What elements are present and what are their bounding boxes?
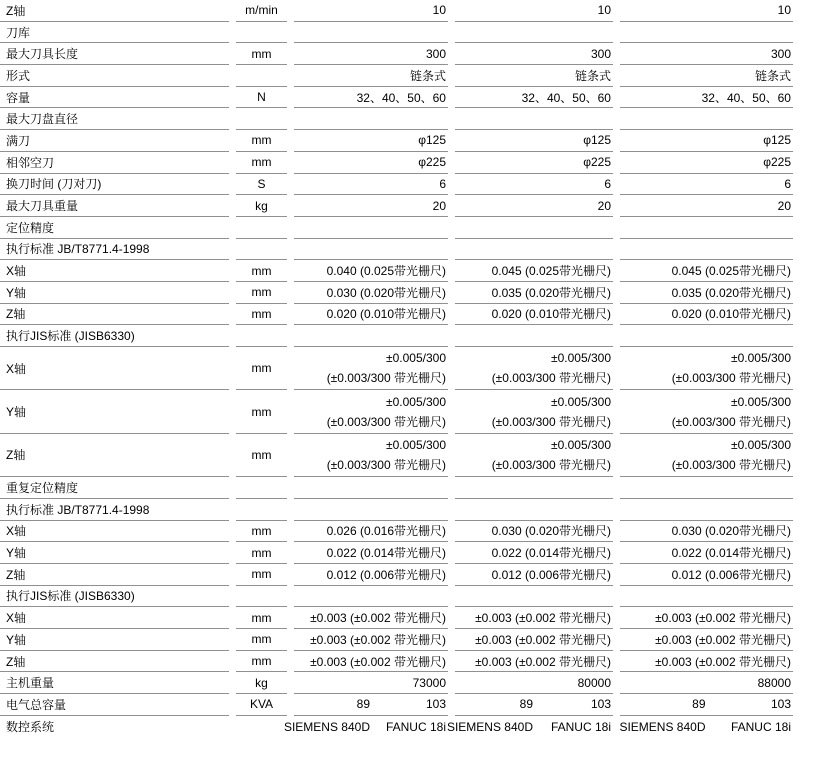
spec-value-sub: SIEMENS 840D — [446, 719, 533, 734]
spec-value-sub: 89 — [519, 697, 533, 712]
spec-value-line: (±0.003/300 带光栅尺) — [491, 414, 611, 429]
spec-value-cell — [620, 716, 793, 738]
spec-value-cell — [620, 239, 793, 261]
spec-value-cell: 0.020 (0.010带光栅尺) — [620, 304, 793, 326]
spec-label-cell: 定位精度 — [0, 217, 229, 239]
spec-value-cell: 20 — [294, 195, 448, 217]
spec-value-cell: φ125 — [455, 130, 613, 152]
spec-unit-cell: mm — [236, 390, 287, 433]
spec-label-cell: 重复定位精度 — [0, 477, 229, 499]
spec-label-cell: 执行JIS标准 (JISB6330) — [0, 325, 229, 347]
spec-label-cell: 执行标准 JB/T8771.4-1998 — [0, 499, 229, 521]
spec-unit-cell: mm — [236, 304, 287, 326]
spec-value-cell: ±0.003 (±0.002 带光栅尺) — [455, 629, 613, 651]
spec-label-cell: 电气总容量 — [0, 694, 229, 716]
spec-value-line: ±0.005/300 — [731, 437, 791, 452]
spec-value-cell: 0.020 (0.010带光栅尺) — [455, 304, 613, 326]
spec-value-line: (±0.003/300 带光栅尺) — [326, 414, 446, 429]
spec-value-cell — [294, 586, 448, 608]
spec-unit-cell: N — [236, 87, 287, 109]
spec-value-cell — [455, 239, 613, 261]
table-row — [0, 282, 837, 304]
spec-unit-cell: mm — [236, 629, 287, 651]
spec-value-line: ±0.005/300 — [386, 394, 446, 409]
spec-unit-cell — [236, 477, 287, 499]
spec-unit-cell: mm — [236, 434, 287, 477]
spec-value-cell: 0.026 (0.016带光栅尺) — [294, 521, 448, 543]
spec-value-cell: 0.030 (0.020带光栅尺) — [294, 282, 448, 304]
spec-value-line: ±0.005/300 — [551, 351, 611, 366]
spec-unit-cell — [236, 108, 287, 130]
spec-unit-cell: mm — [236, 43, 287, 65]
section-row — [0, 325, 837, 347]
spec-value-cell — [294, 499, 448, 521]
spec-value-cell — [446, 716, 613, 738]
spec-unit-cell: kg — [236, 672, 287, 694]
table-row — [0, 672, 837, 694]
spec-label-cell: 容量 — [0, 87, 229, 109]
table-row — [0, 0, 837, 22]
spec-value-cell: φ125 — [294, 130, 448, 152]
spec-value-cell — [455, 325, 613, 347]
spec-label-cell: X轴 — [0, 521, 229, 543]
spec-value-sub: FANUC 18i — [730, 719, 791, 734]
spec-value-cell — [455, 694, 613, 716]
section-row — [0, 239, 837, 261]
table-row — [0, 390, 837, 433]
spec-value-cell: 0.020 (0.010带光栅尺) — [294, 304, 448, 326]
spec-value-cell: ±0.003 (±0.002 带光栅尺) — [455, 651, 613, 673]
spec-value-cell: φ225 — [455, 152, 613, 174]
spec-value-line: (±0.003/300 带光栅尺) — [491, 457, 611, 472]
table-row — [0, 716, 837, 738]
spec-value-cell: 0.035 (0.020带光栅尺) — [620, 282, 793, 304]
spec-unit-cell — [236, 217, 287, 239]
spec-value-cell: 6 — [294, 174, 448, 196]
spec-value-sub: 89 — [692, 697, 706, 712]
spec-value-cell: 链条式 — [455, 65, 613, 87]
table-row — [0, 694, 837, 716]
spec-value-cell: φ225 — [620, 152, 793, 174]
spec-label-cell: 执行标准 JB/T8771.4-1998 — [0, 239, 229, 261]
spec-label-cell: Z轴 — [0, 304, 229, 326]
table-row — [0, 195, 837, 217]
spec-value-line: ±0.005/300 — [731, 351, 791, 366]
spec-label-cell: 相邻空刀 — [0, 152, 229, 174]
spec-value-cell — [620, 390, 793, 433]
spec-value-cell: 0.012 (0.006带光栅尺) — [455, 564, 613, 586]
spec-value-cell: 0.030 (0.020带光栅尺) — [620, 521, 793, 543]
spec-value-cell: 0.012 (0.006带光栅尺) — [294, 564, 448, 586]
spec-label-cell: 最大刀具重量 — [0, 195, 229, 217]
spec-value-cell — [620, 499, 793, 521]
section-row — [0, 477, 837, 499]
spec-unit-cell: mm — [236, 607, 287, 629]
table-row — [0, 304, 837, 326]
spec-value-cell: 32、40、50、60 — [620, 87, 793, 109]
spec-value-cell — [620, 22, 793, 44]
table-row — [0, 65, 837, 87]
spec-value-cell — [283, 716, 448, 738]
spec-unit-cell: mm — [236, 521, 287, 543]
spec-unit-cell — [236, 65, 287, 87]
spec-value-cell — [294, 434, 448, 477]
spec-unit-cell: mm — [236, 130, 287, 152]
spec-value-sub: FANUC 18i — [550, 719, 611, 734]
spec-value-line: (±0.003/300 带光栅尺) — [671, 414, 791, 429]
spec-label-cell: 数控系统 — [6, 720, 55, 735]
spec-value-cell — [455, 390, 613, 433]
spec-value-cell: 10 — [620, 0, 793, 22]
spec-unit-cell: mm — [236, 347, 287, 390]
spec-value-sub: FANUC 18i — [385, 719, 446, 734]
spec-value-cell — [294, 325, 448, 347]
spec-value-cell: 0.040 (0.025带光栅尺) — [294, 260, 448, 282]
spec-value-sub: 103 — [425, 697, 446, 712]
spec-label-cell: Y轴 — [0, 390, 229, 433]
spec-value-cell: 73000 — [294, 672, 448, 694]
spec-label-cell: Z轴 — [0, 434, 229, 477]
spec-value-cell — [294, 347, 448, 390]
table-row — [0, 174, 837, 196]
spec-value-cell — [455, 434, 613, 477]
spec-value-cell: ±0.003 (±0.002 带光栅尺) — [620, 607, 793, 629]
spec-label-cell: 形式 — [0, 65, 229, 87]
spec-value-cell: 0.012 (0.006带光栅尺) — [620, 564, 793, 586]
spec-value-cell: 0.035 (0.020带光栅尺) — [455, 282, 613, 304]
spec-value-cell: ±0.003 (±0.002 带光栅尺) — [620, 651, 793, 673]
spec-value-cell: 0.030 (0.020带光栅尺) — [455, 521, 613, 543]
spec-value-cell: 300 — [294, 43, 448, 65]
spec-value-cell — [294, 217, 448, 239]
spec-value-line: (±0.003/300 带光栅尺) — [671, 457, 791, 472]
spec-label-cell: Y轴 — [0, 282, 229, 304]
spec-value-cell: 32、40、50、60 — [455, 87, 613, 109]
spec-value-cell — [294, 477, 448, 499]
spec-value-cell: ±0.003 (±0.002 带光栅尺) — [294, 607, 448, 629]
section-row — [0, 22, 837, 44]
table-row — [0, 607, 837, 629]
spec-value-cell: φ225 — [294, 152, 448, 174]
table-row — [0, 434, 837, 477]
spec-value-line: ±0.005/300 — [386, 351, 446, 366]
spec-label-cell: Y轴 — [0, 542, 229, 564]
section-row — [0, 217, 837, 239]
spec-value-cell — [620, 325, 793, 347]
spec-unit-cell: kg — [236, 195, 287, 217]
spec-unit-cell — [236, 325, 287, 347]
spec-value-cell — [455, 347, 613, 390]
spec-label-cell: Z轴 — [0, 651, 229, 673]
spec-unit-cell — [236, 586, 287, 608]
spec-value-cell: ±0.003 (±0.002 带光栅尺) — [294, 651, 448, 673]
spec-unit-cell: mm — [236, 152, 287, 174]
spec-value-cell — [294, 108, 448, 130]
spec-label-cell: 换刀时间 (刀对刀) — [0, 174, 229, 196]
spec-unit-cell — [236, 239, 287, 261]
spec-unit-cell: m/min — [236, 0, 287, 22]
table-row — [0, 130, 837, 152]
spec-value-cell: ±0.003 (±0.002 带光栅尺) — [455, 607, 613, 629]
spec-value-cell: 20 — [620, 195, 793, 217]
spec-unit-cell: KVA — [236, 694, 287, 716]
table-row — [0, 542, 837, 564]
spec-value-line: ±0.005/300 — [551, 394, 611, 409]
spec-value-cell — [455, 108, 613, 130]
spec-value-cell — [620, 477, 793, 499]
table-row — [0, 564, 837, 586]
spec-value-cell: 链条式 — [620, 65, 793, 87]
spec-unit-cell — [236, 499, 287, 521]
spec-value-cell: 0.022 (0.014带光栅尺) — [455, 542, 613, 564]
spec-value-cell: 6 — [455, 174, 613, 196]
spec-value-cell: 0.022 (0.014带光栅尺) — [620, 542, 793, 564]
spec-label-cell: X轴 — [0, 607, 229, 629]
spec-unit-cell: mm — [236, 542, 287, 564]
spec-unit-cell — [236, 22, 287, 44]
spec-unit-cell: mm — [236, 282, 287, 304]
spec-value-cell — [620, 217, 793, 239]
spec-value-cell: ±0.003 (±0.002 带光栅尺) — [620, 629, 793, 651]
spec-label-cell: Z轴 — [0, 0, 229, 22]
spec-value-sub: 103 — [770, 697, 791, 712]
spec-value-cell — [455, 217, 613, 239]
spec-value-cell: 6 — [620, 174, 793, 196]
spec-value-line: (±0.003/300 带光栅尺) — [491, 371, 611, 386]
spec-value-line: (±0.003/300 带光栅尺) — [671, 371, 791, 386]
spec-value-cell — [294, 239, 448, 261]
table-row — [0, 347, 837, 390]
spec-value-sub: 89 — [356, 697, 370, 712]
spec-value-cell — [620, 694, 793, 716]
spec-value-sub: SIEMENS 840D — [283, 719, 370, 734]
section-row — [0, 586, 837, 608]
spec-value-cell: 20 — [455, 195, 613, 217]
spec-value-cell: 32、40、50、60 — [294, 87, 448, 109]
spec-value-cell — [620, 108, 793, 130]
table-row — [0, 87, 837, 109]
spec-value-line: ±0.005/300 — [551, 437, 611, 452]
spec-value-cell — [620, 586, 793, 608]
spec-label-cell: Z轴 — [0, 564, 229, 586]
spec-value-cell — [620, 434, 793, 477]
spec-value-line: (±0.003/300 带光栅尺) — [326, 457, 446, 472]
spec-value-sub: SIEMENS 840D — [619, 719, 706, 734]
spec-value-cell: 0.045 (0.025带光栅尺) — [455, 260, 613, 282]
spec-value-cell: 链条式 — [294, 65, 448, 87]
spec-unit-cell: mm — [236, 564, 287, 586]
spec-label-cell: Y轴 — [0, 629, 229, 651]
spec-value-line: ±0.005/300 — [386, 437, 446, 452]
spec-unit-cell: mm — [236, 651, 287, 673]
spec-label-cell: 最大刀具长度 — [0, 43, 229, 65]
spec-value-sub: 103 — [590, 697, 611, 712]
spec-value-cell — [455, 586, 613, 608]
spec-value-cell: 88000 — [620, 672, 793, 694]
spec-label-cell: 满刀 — [0, 130, 229, 152]
spec-unit-cell: mm — [236, 260, 287, 282]
section-row — [0, 499, 837, 521]
spec-label-cell: 执行JIS标准 (JISB6330) — [0, 586, 229, 608]
table-row — [0, 521, 837, 543]
spec-value-cell: 10 — [294, 0, 448, 22]
spec-value-cell: ±0.003 (±0.002 带光栅尺) — [294, 629, 448, 651]
spec-value-cell: 10 — [455, 0, 613, 22]
spec-value-cell: φ125 — [620, 130, 793, 152]
spec-label-cell: 主机重量 — [0, 672, 229, 694]
spec-value-cell: 300 — [620, 43, 793, 65]
spec-value-line: ±0.005/300 — [731, 394, 791, 409]
spec-value-cell — [455, 499, 613, 521]
spec-value-cell — [294, 22, 448, 44]
spec-value-cell: 0.022 (0.014带光栅尺) — [294, 542, 448, 564]
spec-value-cell — [455, 477, 613, 499]
spec-value-cell: 300 — [455, 43, 613, 65]
section-row — [0, 108, 837, 130]
spec-unit-cell — [236, 716, 287, 738]
spec-label-cell: X轴 — [0, 347, 229, 390]
spec-value-cell — [620, 347, 793, 390]
spec-value-cell — [455, 22, 613, 44]
spec-value-cell — [294, 694, 448, 716]
spec-unit-cell: S — [236, 174, 287, 196]
table-row — [0, 629, 837, 651]
spec-label-cell: X轴 — [0, 260, 229, 282]
table-row — [0, 260, 837, 282]
spec-label-cell: 刀库 — [0, 22, 229, 44]
spec-value-cell — [294, 390, 448, 433]
spec-value-cell: 80000 — [455, 672, 613, 694]
table-row — [0, 43, 837, 65]
spec-value-cell: 0.045 (0.025带光栅尺) — [620, 260, 793, 282]
table-row — [0, 152, 837, 174]
spec-value-line: (±0.003/300 带光栅尺) — [326, 371, 446, 386]
spec-label-cell: 最大刀盘直径 — [0, 108, 229, 130]
table-row — [0, 651, 837, 673]
